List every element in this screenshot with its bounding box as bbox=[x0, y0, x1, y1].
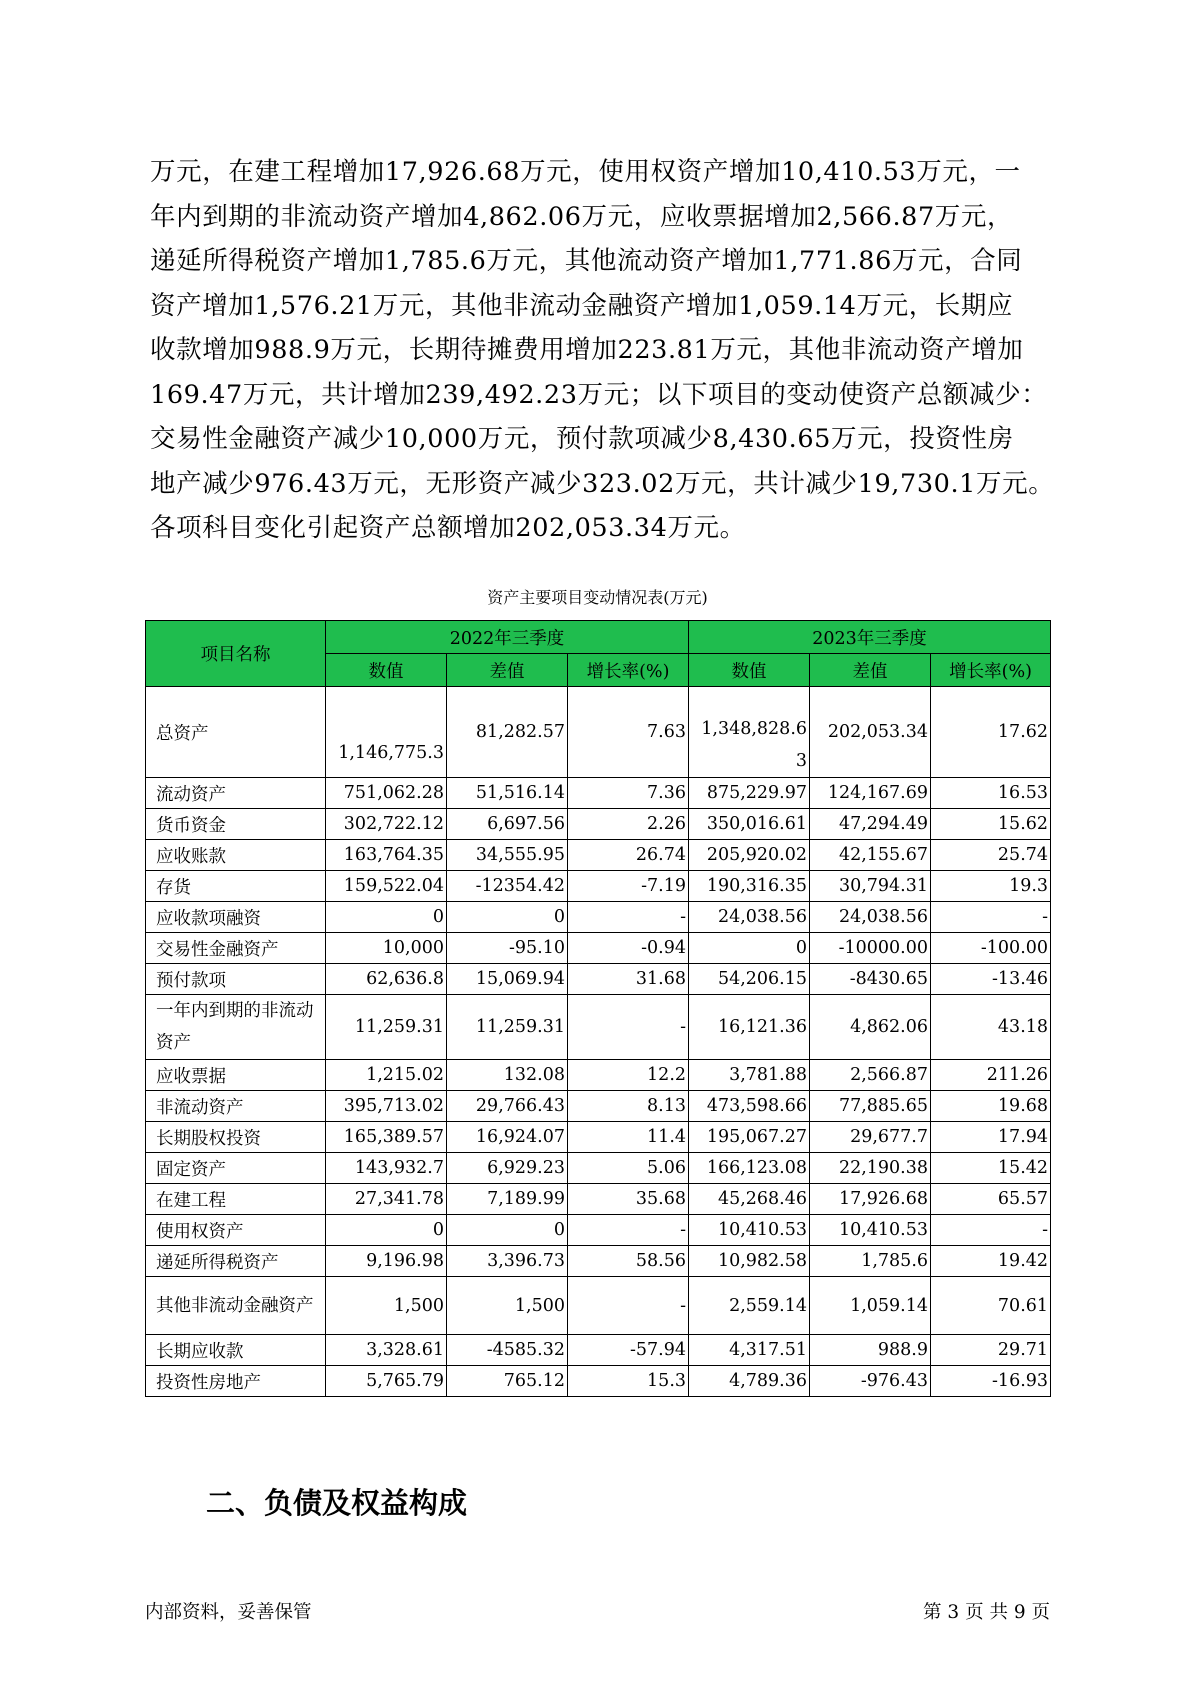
cell-value-2022: 62,636.8 bbox=[326, 964, 447, 995]
cell-value-2022: 9,196.98 bbox=[326, 1246, 447, 1277]
cell-value-2022: 165,389.57 bbox=[326, 1122, 447, 1153]
cell-diff-2022: 15,069.94 bbox=[447, 964, 568, 995]
cell-growth-2022: 8.13 bbox=[568, 1091, 689, 1122]
cell-growth-2022: 26.74 bbox=[568, 840, 689, 871]
cell-value-2023: 166,123.08 bbox=[689, 1153, 810, 1184]
table-row bbox=[146, 1277, 1051, 1335]
cell-item-name: 投资性房地产 bbox=[146, 1366, 326, 1397]
table-row bbox=[146, 1153, 1051, 1184]
header-period-2023: 2023年三季度 bbox=[689, 621, 1051, 654]
cell-value-2023: 875,229.97 bbox=[689, 778, 810, 809]
cell-item-name: 固定资产 bbox=[146, 1153, 326, 1184]
cell-growth-2022: 5.06 bbox=[568, 1153, 689, 1184]
cell-diff-2023: 47,294.49 bbox=[810, 809, 931, 840]
cell-diff-2022: 7,189.99 bbox=[447, 1184, 568, 1215]
footer-page-number: 第 3 页 共 9 页 bbox=[923, 1602, 1050, 1623]
cell-diff-2023: 77,885.65 bbox=[810, 1091, 931, 1122]
cell-growth-2023: 19.3 bbox=[931, 871, 1051, 902]
cell-growth-2023: -13.46 bbox=[931, 964, 1051, 995]
table-row bbox=[146, 840, 1051, 871]
body-paragraph bbox=[150, 150, 1055, 551]
cell-item-name: 预付款项 bbox=[146, 964, 326, 995]
cell-diff-2023: 29,677.7 bbox=[810, 1122, 931, 1153]
cell-item-name: 总资产 bbox=[146, 687, 326, 778]
cell-diff-2023: 4,862.06 bbox=[810, 995, 931, 1060]
header-diff-2023: 差值 bbox=[810, 654, 931, 687]
header-diff-2022: 差值 bbox=[447, 654, 568, 687]
cell-diff-2022: -12354.42 bbox=[447, 871, 568, 902]
cell-growth-2022: 7.63 bbox=[568, 687, 689, 778]
cell-growth-2023: 29.71 bbox=[931, 1335, 1051, 1366]
table-row bbox=[146, 1122, 1051, 1153]
header-growth-2022: 增长率(%) bbox=[568, 654, 689, 687]
cell-growth-2023: 65.57 bbox=[931, 1184, 1051, 1215]
cell-growth-2023: 19.42 bbox=[931, 1246, 1051, 1277]
cell-diff-2023: 124,167.69 bbox=[810, 778, 931, 809]
cell-diff-2022: 0 bbox=[447, 1215, 568, 1246]
cell-growth-2023: 15.42 bbox=[931, 1153, 1051, 1184]
cell-growth-2023: - bbox=[931, 902, 1051, 933]
cell-value-2022: 0 bbox=[326, 902, 447, 933]
cell-growth-2023: -100.00 bbox=[931, 933, 1051, 964]
cell-value-2022: 143,932.7 bbox=[326, 1153, 447, 1184]
cell-item-name: 存货 bbox=[146, 871, 326, 902]
cell-value-2023: 190,316.35 bbox=[689, 871, 810, 902]
table-row bbox=[146, 871, 1051, 902]
footer-confidential-note: 内部资料，妥善保管 bbox=[145, 1602, 312, 1623]
paragraph-line: 年内到期的非流动资产增加4,862.06万元，应收票据增加2,566.87万元， bbox=[150, 201, 1014, 232]
cell-growth-2022: -57.94 bbox=[568, 1335, 689, 1366]
cell-value-2023: 350,016.61 bbox=[689, 809, 810, 840]
section-heading: 二、负债及权益构成 bbox=[206, 1486, 468, 1520]
paragraph-line: 地产减少976.43万元，无形资产减少323.02万元，共计减少19,730.1万元。 bbox=[150, 468, 1055, 499]
cell-diff-2023: -10000.00 bbox=[810, 933, 931, 964]
cell-value-2023: 45,268.46 bbox=[689, 1184, 810, 1215]
cell-diff-2023: 10,410.53 bbox=[810, 1215, 931, 1246]
table-row bbox=[146, 1091, 1051, 1122]
asset-change-table bbox=[145, 620, 1051, 1397]
cell-diff-2023: 42,155.67 bbox=[810, 840, 931, 871]
table-row bbox=[146, 809, 1051, 840]
table-row bbox=[146, 1060, 1051, 1091]
cell-value-2023: 10,982.58 bbox=[689, 1246, 810, 1277]
cell-value-2023: 0 bbox=[689, 933, 810, 964]
cell-item-name: 流动资产 bbox=[146, 778, 326, 809]
cell-value-2022: 1,500 bbox=[326, 1277, 447, 1335]
cell-item-name: 非流动资产 bbox=[146, 1091, 326, 1122]
table-row bbox=[146, 995, 1051, 1060]
header-period-2022: 2022年三季度 bbox=[326, 621, 689, 654]
paragraph-line: 递延所得税资产增加1,785.6万元，其他流动资产增加1,771.86万元，合同 bbox=[150, 246, 1023, 276]
cell-value-2023: 16,121.36 bbox=[689, 995, 810, 1060]
cell-diff-2023: 202,053.34 bbox=[810, 687, 931, 778]
cell-diff-2023: 2,566.87 bbox=[810, 1060, 931, 1091]
cell-value-2022: 5,765.79 bbox=[326, 1366, 447, 1397]
cell-growth-2023: 25.74 bbox=[931, 840, 1051, 871]
table-row bbox=[146, 1366, 1051, 1397]
cell-value-2023: 54,206.15 bbox=[689, 964, 810, 995]
cell-value-2023: 195,067.27 bbox=[689, 1122, 810, 1153]
cell-growth-2023: -16.93 bbox=[931, 1366, 1051, 1397]
cell-growth-2022: - bbox=[568, 1215, 689, 1246]
cell-value-2022: 11,259.31 bbox=[326, 995, 447, 1060]
paragraph-line: 资产增加1,576.21万元，其他非流动金融资产增加1,059.14万元，长期应 bbox=[150, 290, 1014, 321]
cell-diff-2023: 24,038.56 bbox=[810, 902, 931, 933]
cell-item-name: 一年内到期的非流动资产 bbox=[146, 995, 326, 1060]
cell-growth-2023: 16.53 bbox=[931, 778, 1051, 809]
table-row bbox=[146, 778, 1051, 809]
cell-growth-2022: - bbox=[568, 902, 689, 933]
cell-value-2022: 159,522.04 bbox=[326, 871, 447, 902]
table-row bbox=[146, 1215, 1051, 1246]
cell-growth-2022: 15.3 bbox=[568, 1366, 689, 1397]
cell-diff-2022: 1,500 bbox=[447, 1277, 568, 1335]
cell-growth-2023: 19.68 bbox=[931, 1091, 1051, 1122]
paragraph-line: 169.47万元，共计增加239,492.23万元；以下项目的变动使资产总额减少： bbox=[150, 379, 1048, 410]
cell-diff-2022: -95.10 bbox=[447, 933, 568, 964]
cell-diff-2022: 132.08 bbox=[447, 1060, 568, 1091]
cell-diff-2022: 34,555.95 bbox=[447, 840, 568, 871]
cell-growth-2023: 17.62 bbox=[931, 687, 1051, 778]
cell-value-2022: 3,328.61 bbox=[326, 1335, 447, 1366]
cell-value-2022: 163,764.35 bbox=[326, 840, 447, 871]
cell-growth-2022: - bbox=[568, 1277, 689, 1335]
cell-growth-2022: -7.19 bbox=[568, 871, 689, 902]
cell-growth-2022: 58.56 bbox=[568, 1246, 689, 1277]
cell-growth-2023: 17.94 bbox=[931, 1122, 1051, 1153]
cell-growth-2023: 15.62 bbox=[931, 809, 1051, 840]
cell-item-name: 使用权资产 bbox=[146, 1215, 326, 1246]
table-row bbox=[146, 964, 1051, 995]
cell-item-name: 应收账款 bbox=[146, 840, 326, 871]
table-row bbox=[146, 902, 1051, 933]
cell-diff-2022: 51,516.14 bbox=[447, 778, 568, 809]
cell-item-name: 其他非流动金融资产 bbox=[146, 1277, 326, 1335]
paragraph-line: 收款增加988.9万元，长期待摊费用增加223.81万元，其他非流动资产增加 bbox=[150, 335, 1024, 365]
cell-value-2022: 1,146,775.3 bbox=[326, 687, 447, 778]
cell-value-2023: 24,038.56 bbox=[689, 902, 810, 933]
cell-growth-2023: 43.18 bbox=[931, 995, 1051, 1060]
cell-item-name: 货币资金 bbox=[146, 809, 326, 840]
cell-growth-2022: 2.26 bbox=[568, 809, 689, 840]
cell-diff-2022: 11,259.31 bbox=[447, 995, 568, 1060]
header-value-2023: 数值 bbox=[689, 654, 810, 687]
cell-growth-2022: -0.94 bbox=[568, 933, 689, 964]
table-caption: 资产主要项目变动情况表(万元) bbox=[487, 588, 708, 607]
cell-diff-2023: 1,059.14 bbox=[810, 1277, 931, 1335]
cell-value-2023: 473,598.66 bbox=[689, 1091, 810, 1122]
cell-value-2023: 2,559.14 bbox=[689, 1277, 810, 1335]
table-row bbox=[146, 1246, 1051, 1277]
cell-diff-2023: 30,794.31 bbox=[810, 871, 931, 902]
cell-value-2023: 205,920.02 bbox=[689, 840, 810, 871]
cell-diff-2023: 988.9 bbox=[810, 1335, 931, 1366]
cell-diff-2023: 22,190.38 bbox=[810, 1153, 931, 1184]
cell-diff-2022: 81,282.57 bbox=[447, 687, 568, 778]
header-growth-2023: 增长率(%) bbox=[931, 654, 1051, 687]
cell-item-name: 在建工程 bbox=[146, 1184, 326, 1215]
cell-item-name: 递延所得税资产 bbox=[146, 1246, 326, 1277]
paragraph-line: 万元，在建工程增加17,926.68万元，使用权资产增加10,410.53万元，一 bbox=[150, 157, 1021, 187]
cell-value-2022: 395,713.02 bbox=[326, 1091, 447, 1122]
cell-diff-2023: -976.43 bbox=[810, 1366, 931, 1397]
table-row bbox=[146, 687, 1051, 778]
cell-value-2023: 10,410.53 bbox=[689, 1215, 810, 1246]
table-row bbox=[146, 1335, 1051, 1366]
cell-diff-2022: 0 bbox=[447, 902, 568, 933]
cell-item-name: 应收票据 bbox=[146, 1060, 326, 1091]
cell-value-2022: 0 bbox=[326, 1215, 447, 1246]
cell-growth-2023: 70.61 bbox=[931, 1277, 1051, 1335]
cell-diff-2022: 765.12 bbox=[447, 1366, 568, 1397]
header-item-name: 项目名称 bbox=[146, 621, 326, 687]
cell-growth-2022: 12.2 bbox=[568, 1060, 689, 1091]
cell-value-2022: 10,000 bbox=[326, 933, 447, 964]
cell-item-name: 应收款项融资 bbox=[146, 902, 326, 933]
paragraph-line: 各项科目变化引起资产总额增加202,053.34万元。 bbox=[150, 513, 746, 543]
cell-value-2023: 4,789.36 bbox=[689, 1366, 810, 1397]
cell-growth-2022: 31.68 bbox=[568, 964, 689, 995]
cell-value-2022: 1,215.02 bbox=[326, 1060, 447, 1091]
cell-growth-2023: - bbox=[931, 1215, 1051, 1246]
cell-diff-2022: 6,697.56 bbox=[447, 809, 568, 840]
paragraph-line: 交易性金融资产减少10,000万元，预付款项减少8,430.65万元，投资性房 bbox=[150, 424, 1014, 454]
header-value-2022: 数值 bbox=[326, 654, 447, 687]
table-row bbox=[146, 933, 1051, 964]
cell-item-name: 长期股权投资 bbox=[146, 1122, 326, 1153]
cell-diff-2022: -4585.32 bbox=[447, 1335, 568, 1366]
cell-diff-2023: -8430.65 bbox=[810, 964, 931, 995]
cell-value-2022: 751,062.28 bbox=[326, 778, 447, 809]
table-body bbox=[146, 687, 1051, 1397]
cell-item-name: 交易性金融资产 bbox=[146, 933, 326, 964]
cell-value-2023: 1,348,828.63 bbox=[689, 687, 810, 778]
cell-diff-2022: 16,924.07 bbox=[447, 1122, 568, 1153]
cell-value-2022: 27,341.78 bbox=[326, 1184, 447, 1215]
cell-diff-2022: 6,929.23 bbox=[447, 1153, 568, 1184]
cell-value-2022: 302,722.12 bbox=[326, 809, 447, 840]
cell-growth-2023: 211.26 bbox=[931, 1060, 1051, 1091]
cell-diff-2023: 17,926.68 bbox=[810, 1184, 931, 1215]
cell-diff-2022: 29,766.43 bbox=[447, 1091, 568, 1122]
cell-growth-2022: 11.4 bbox=[568, 1122, 689, 1153]
cell-value-2023: 3,781.88 bbox=[689, 1060, 810, 1091]
cell-growth-2022: - bbox=[568, 995, 689, 1060]
table-row bbox=[146, 1184, 1051, 1215]
cell-growth-2022: 35.68 bbox=[568, 1184, 689, 1215]
cell-growth-2022: 7.36 bbox=[568, 778, 689, 809]
cell-diff-2023: 1,785.6 bbox=[810, 1246, 931, 1277]
cell-value-2023: 4,317.51 bbox=[689, 1335, 810, 1366]
cell-item-name: 长期应收款 bbox=[146, 1335, 326, 1366]
cell-diff-2022: 3,396.73 bbox=[447, 1246, 568, 1277]
